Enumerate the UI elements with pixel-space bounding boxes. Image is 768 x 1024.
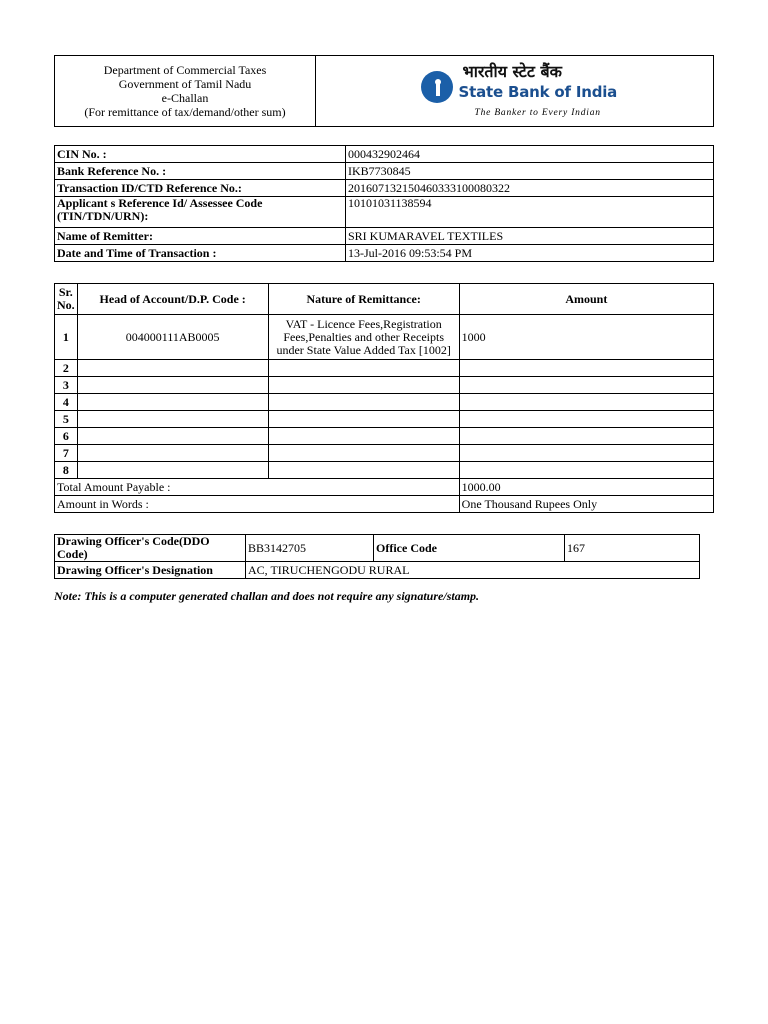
row-sr: 1	[55, 315, 78, 360]
row-amount	[459, 428, 713, 445]
words-row	[55, 496, 714, 513]
row-nature	[268, 428, 459, 445]
row-head: 004000111AB0005	[77, 315, 268, 360]
cin-value: 000432902464	[346, 146, 714, 163]
row-head	[77, 394, 268, 411]
info-row-cin	[55, 146, 714, 163]
row-nature	[268, 411, 459, 428]
col-head-of-account: Head of Account/D.P. Code :	[77, 284, 268, 315]
ddo-code-label: Drawing Officer's Code(DDO Code)	[55, 535, 246, 562]
designation-value: AC, TIRUCHENGODU RURAL	[246, 562, 700, 579]
row-sr: 2	[55, 360, 78, 377]
row-sr: 7	[55, 445, 78, 462]
department-block	[55, 56, 316, 127]
remitter-label: Name of Remitter:	[55, 228, 346, 245]
row-amount	[459, 394, 713, 411]
dept-line-2: Government of Tamil Nadu	[118, 77, 252, 91]
row-sr: 6	[55, 428, 78, 445]
office-code-value: 167	[565, 535, 700, 562]
table-row	[55, 377, 714, 394]
table-row	[55, 462, 714, 479]
transaction-info-table	[54, 145, 714, 262]
row-amount	[459, 360, 713, 377]
row-sr: 8	[55, 462, 78, 479]
info-row-remitter	[55, 228, 714, 245]
remitter-value: SRI KUMARAVEL TEXTILES	[346, 228, 714, 245]
challan-header	[54, 55, 714, 127]
info-row-transaction-id	[55, 180, 714, 197]
row-amount	[459, 462, 713, 479]
datetime-value: 13-Jul-2016 09:53:54 PM	[346, 245, 714, 262]
row-head	[77, 411, 268, 428]
bank-tagline: The Banker to Every Indian	[474, 108, 601, 118]
bank-ref-label: Bank Reference No. :	[55, 163, 346, 180]
table-row	[55, 428, 714, 445]
row-head	[77, 428, 268, 445]
row-head	[77, 360, 268, 377]
row-nature	[268, 462, 459, 479]
bank-ref-value: IKB7730845	[346, 163, 714, 180]
words-value: One Thousand Rupees Only	[459, 496, 713, 513]
row-amount	[459, 445, 713, 462]
total-row	[55, 479, 714, 496]
drawing-officer-table	[54, 534, 700, 579]
transaction-id-value: 201607132150460333100080322	[346, 180, 714, 197]
officer-row-codes	[55, 535, 700, 562]
row-sr: 5	[55, 411, 78, 428]
table-row	[55, 411, 714, 428]
row-head	[77, 445, 268, 462]
officer-row-designation	[55, 562, 700, 579]
total-label: Total Amount Payable :	[55, 479, 460, 496]
info-row-datetime	[55, 245, 714, 262]
table-row	[55, 394, 714, 411]
row-sr: 4	[55, 394, 78, 411]
table-row	[55, 315, 714, 360]
ddo-code-value: BB3142705	[246, 535, 374, 562]
info-row-applicant-ref	[55, 197, 714, 228]
row-amount	[459, 377, 713, 394]
footer-note: Note: This is a computer generated challan and does not require any signature/stamp.	[54, 589, 480, 603]
transaction-id-label: Transaction ID/CTD Reference No.:	[55, 180, 346, 197]
col-sr-no: Sr. No.	[55, 284, 78, 315]
row-nature: VAT - Licence Fees,Registration Fees,Penalties and other Receipts under State Value Added Tax [1002]	[268, 315, 459, 360]
sbi-logo	[415, 62, 618, 119]
words-label: Amount in Words :	[55, 496, 460, 513]
dept-line-1: Department of Commercial Taxes	[103, 63, 267, 77]
row-amount	[459, 411, 713, 428]
applicant-ref-label: Applicant s Reference Id/ Assessee Code (TIN/TDN/URN):	[55, 197, 346, 228]
applicant-ref-value: 10101031138594	[346, 197, 714, 228]
row-head	[77, 462, 268, 479]
remittance-header-row	[55, 284, 714, 315]
datetime-label: Date and Time of Transaction :	[55, 245, 346, 262]
col-nature: Nature of Remittance:	[268, 284, 459, 315]
row-nature	[268, 360, 459, 377]
table-row	[55, 445, 714, 462]
total-value: 1000.00	[459, 479, 713, 496]
col-amount: Amount	[459, 284, 713, 315]
row-sr: 3	[55, 377, 78, 394]
designation-label: Drawing Officer's Designation	[55, 562, 246, 579]
sbi-keyhole-icon	[421, 71, 453, 103]
bank-name: State Bank of India	[458, 83, 618, 101]
table-row	[55, 360, 714, 377]
bank-logo-block	[316, 56, 714, 127]
row-nature	[268, 394, 459, 411]
row-nature	[268, 445, 459, 462]
bank-name-hindi: भारतीय स्टेट बैंक	[462, 62, 562, 81]
office-code-label: Office Code	[374, 535, 565, 562]
row-amount: 1000	[459, 315, 713, 360]
dept-line-4: (For remittance of tax/demand/other sum)	[84, 105, 286, 119]
cin-label: CIN No. :	[55, 146, 346, 163]
row-nature	[268, 377, 459, 394]
remittance-table	[54, 283, 714, 513]
info-row-bank-ref	[55, 163, 714, 180]
row-head	[77, 377, 268, 394]
dept-line-3: e-Challan	[161, 91, 209, 105]
